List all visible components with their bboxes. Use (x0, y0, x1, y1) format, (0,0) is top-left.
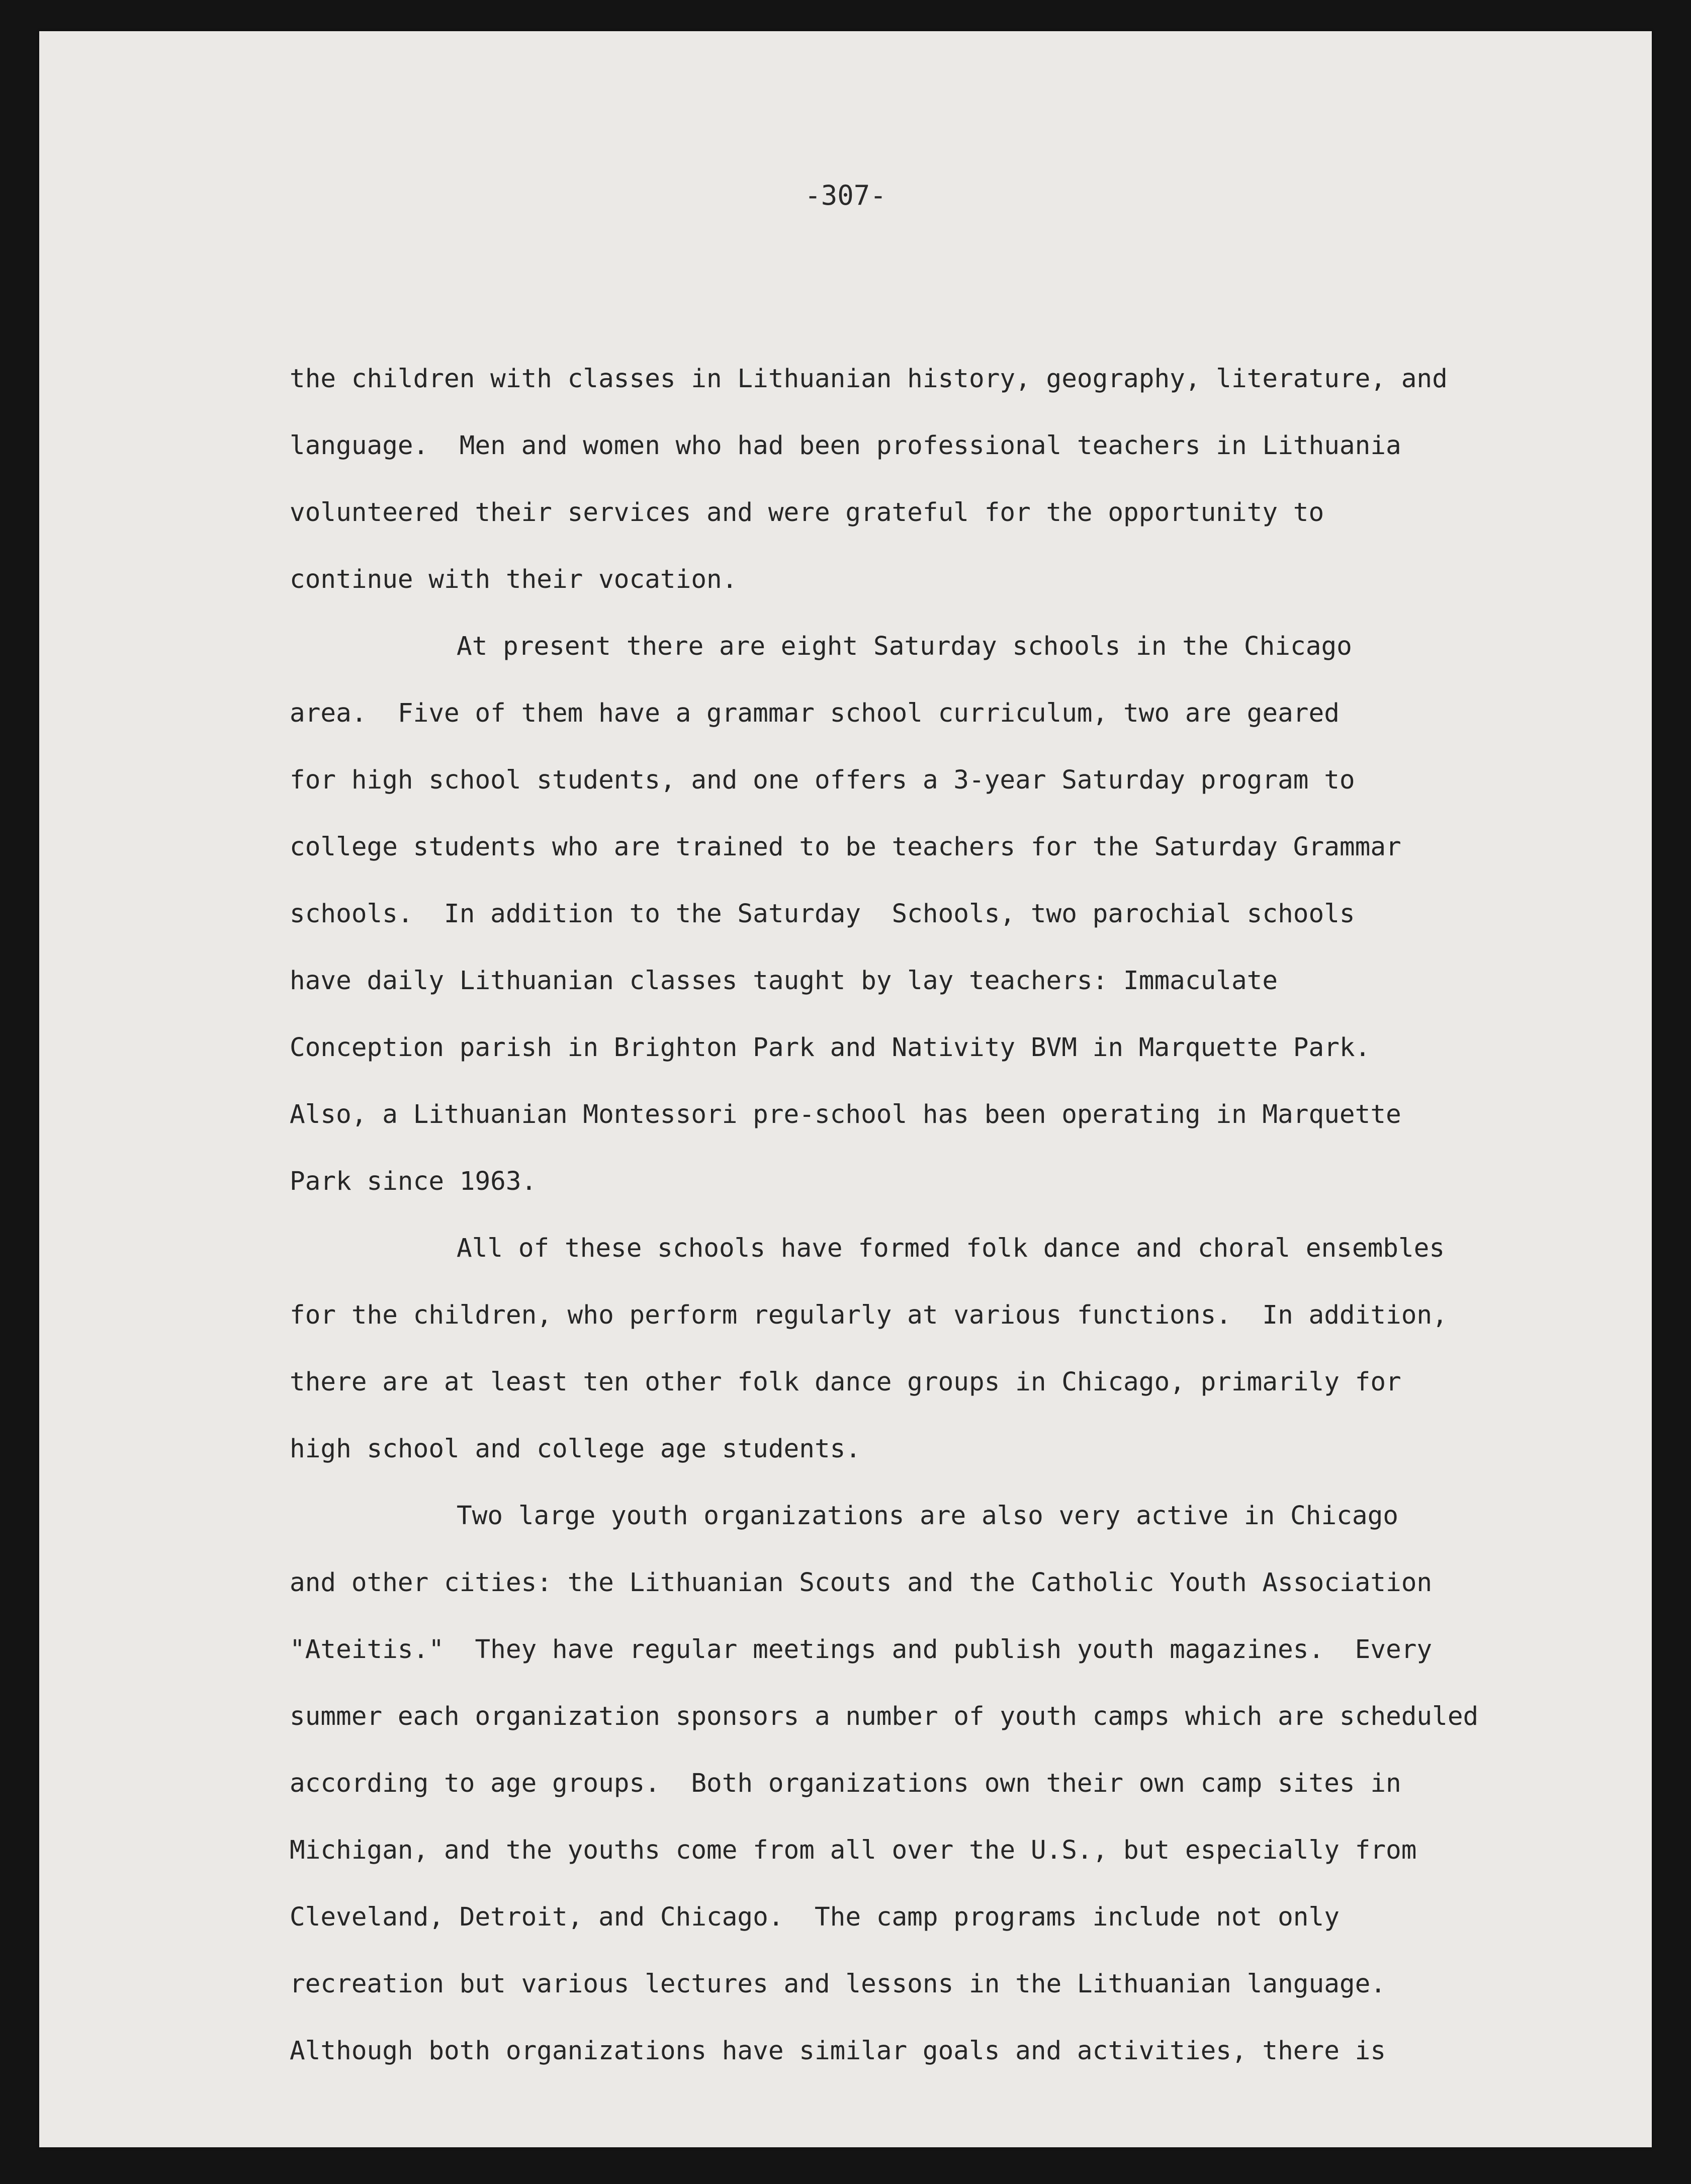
body-text (39, 31, 1652, 2147)
paragraph-4-line-8: recreation but various lectures and lessons in the Lithuanian language. (290, 1969, 1386, 1999)
paragraph-4-line-5: according to age groups. Both organizations own their own camp sites in (290, 1769, 1401, 1798)
paragraph-3-line-3: there are at least ten other folk dance groups in Chicago, primarily for (290, 1367, 1401, 1397)
paragraph-4-line-1: Two large youth organizations are also very active in Chicago (457, 1501, 1398, 1531)
page-number: -307- (805, 180, 886, 211)
paragraph-4-line-6: Michigan, and the youths come from all over the U.S., but especially from (290, 1836, 1417, 1865)
paragraph-2-line-7: Conception parish in Brighton Park and Nativity BVM in Marquette Park. (290, 1033, 1371, 1063)
paragraph-2-line-2: area. Five of them have a grammar school curriculum, two are geared (290, 698, 1340, 728)
paragraph-2-line-1: At present there are eight Saturday schools in the Chicago (457, 632, 1352, 661)
paragraph-3-line-4: high school and college age students. (290, 1434, 861, 1464)
paragraph-3-line-1: All of these schools have formed folk dance and choral ensembles (457, 1234, 1445, 1263)
paragraph-3-line-2: for the children, who perform regularly at various functions. In addition, (290, 1300, 1448, 1330)
paragraph-4-line-3: "Ateitis." They have regular meetings and publish youth magazines. Every (290, 1635, 1433, 1665)
paragraph-1-line-3: volunteered their services and were grateful for the opportunity to (290, 498, 1324, 528)
paragraph-1-line-1: the children with classes in Lithuanian history, geography, literature, and (290, 364, 1448, 394)
paragraph-2-line-8: Also, a Lithuanian Montessori pre-school has been operating in Marquette (290, 1100, 1401, 1129)
paragraph-2-line-3: for high school students, and one offers a 3-year Saturday program to (290, 765, 1355, 795)
paragraph-4-line-4: summer each organization sponsors a number of youth camps which are scheduled (290, 1702, 1479, 1731)
paragraph-1-line-2: language. Men and women who had been professional teachers in Lithuania (290, 431, 1401, 461)
paragraph-2-line-6: have daily Lithuanian classes taught by lay teachers: Immaculate (290, 966, 1278, 996)
paragraph-4-line-2: and other cities: the Lithuanian Scouts and the Catholic Youth Association (290, 1568, 1433, 1598)
paragraph-2-line-5: schools. In addition to the Saturday Schools, two parochial schools (290, 899, 1355, 929)
paragraph-1-line-4: continue with their vocation. (290, 565, 738, 594)
document-page (39, 31, 1652, 2147)
paragraph-4-line-7: Cleveland, Detroit, and Chicago. The camp programs include not only (290, 1902, 1340, 1932)
paragraph-2-line-9: Park since 1963. (290, 1167, 537, 1196)
paragraph-2-line-4: college students who are trained to be teachers for the Saturday Grammar (290, 832, 1401, 862)
paragraph-4-line-9: Although both organizations have similar goals and activities, there is (290, 2036, 1386, 2066)
